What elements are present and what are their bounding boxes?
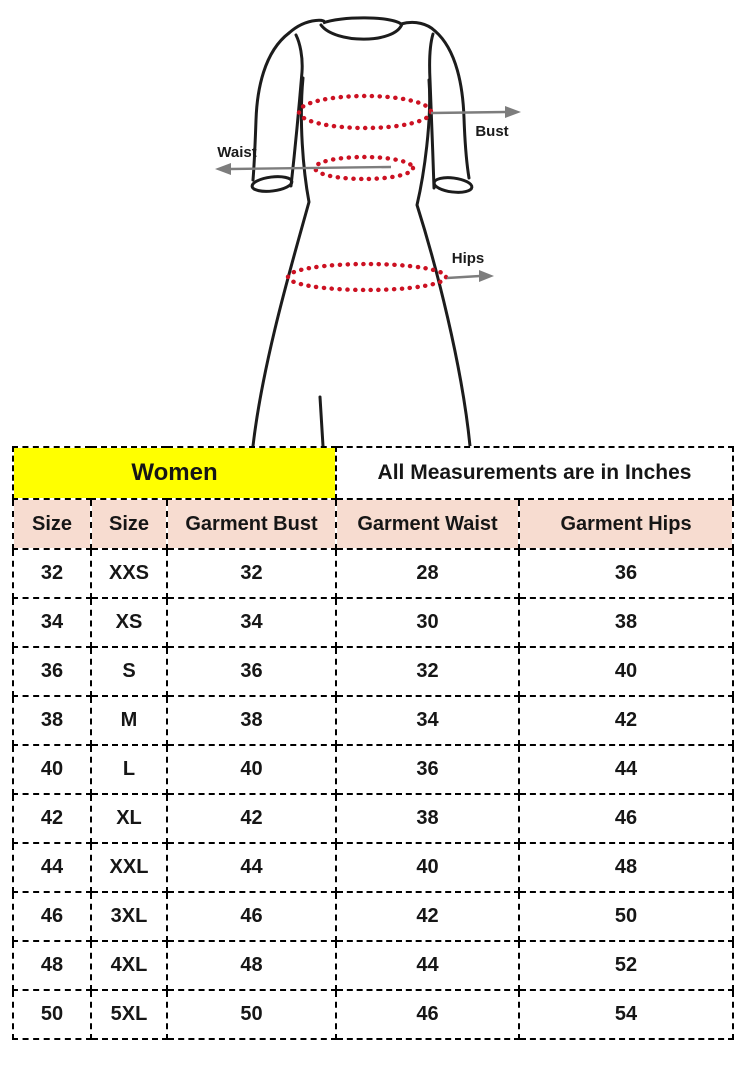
table-row <box>13 696 733 745</box>
size-chart-table <box>12 446 734 1040</box>
cell-size-alpha: 3XL <box>91 892 167 941</box>
cell-garment-bust: 34 <box>167 598 336 647</box>
cell-garment-waist: 46 <box>336 990 519 1039</box>
cell-size-alpha: S <box>91 647 167 696</box>
dress-diagram-svg <box>0 0 746 446</box>
cell-garment-hips: 40 <box>519 647 733 696</box>
table-body <box>13 549 733 1039</box>
cell-garment-hips: 52 <box>519 941 733 990</box>
bust-measure-ellipse <box>299 96 431 128</box>
cell-garment-hips: 48 <box>519 843 733 892</box>
cell-garment-hips: 46 <box>519 794 733 843</box>
cell-size-alpha: 4XL <box>91 941 167 990</box>
cell-garment-waist: 40 <box>336 843 519 892</box>
cell-size-alpha: L <box>91 745 167 794</box>
cell-garment-bust: 42 <box>167 794 336 843</box>
cell-size-alpha: 5XL <box>91 990 167 1039</box>
table-row <box>13 990 733 1039</box>
cell-size-alpha: XL <box>91 794 167 843</box>
cell-garment-bust: 48 <box>167 941 336 990</box>
group-header-row <box>13 447 733 499</box>
cell-garment-hips: 36 <box>519 549 733 598</box>
column-header-row <box>13 499 733 549</box>
cell-size-numeric: 34 <box>13 598 91 647</box>
table-row <box>13 598 733 647</box>
cell-size-numeric: 36 <box>13 647 91 696</box>
cell-garment-waist: 36 <box>336 745 519 794</box>
table-row <box>13 892 733 941</box>
cell-size-numeric: 32 <box>13 549 91 598</box>
cell-size-numeric: 44 <box>13 843 91 892</box>
table-group-header <box>13 447 733 549</box>
cell-garment-waist: 42 <box>336 892 519 941</box>
col-header-size-numeric: Size <box>13 499 91 549</box>
table-row <box>13 549 733 598</box>
cell-garment-waist: 44 <box>336 941 519 990</box>
cell-garment-waist: 32 <box>336 647 519 696</box>
cell-garment-hips: 38 <box>519 598 733 647</box>
table-row <box>13 647 733 696</box>
cell-garment-bust: 32 <box>167 549 336 598</box>
waist-label: Waist <box>217 144 257 161</box>
cell-garment-bust: 46 <box>167 892 336 941</box>
cell-garment-bust: 44 <box>167 843 336 892</box>
bust-arrow <box>431 106 521 118</box>
cell-garment-bust: 50 <box>167 990 336 1039</box>
hips-measure-ellipse <box>288 264 446 290</box>
col-header-garment-bust: Garment Bust <box>167 499 336 549</box>
cell-garment-hips: 54 <box>519 990 733 1039</box>
col-header-size-alpha: Size <box>91 499 167 549</box>
cell-garment-bust: 36 <box>167 647 336 696</box>
cell-garment-waist: 38 <box>336 794 519 843</box>
cell-garment-waist: 28 <box>336 549 519 598</box>
women-group-header: Women <box>13 447 336 499</box>
cell-size-numeric: 42 <box>13 794 91 843</box>
cell-garment-hips: 50 <box>519 892 733 941</box>
cell-size-numeric: 48 <box>13 941 91 990</box>
table-row <box>13 941 733 990</box>
cell-size-alpha: XS <box>91 598 167 647</box>
dress-outline <box>251 18 472 446</box>
cell-garment-waist: 34 <box>336 696 519 745</box>
table-row <box>13 794 733 843</box>
cell-garment-hips: 44 <box>519 745 733 794</box>
col-header-garment-waist: Garment Waist <box>336 499 519 549</box>
table-row <box>13 745 733 794</box>
col-header-garment-hips: Garment Hips <box>519 499 733 549</box>
bust-label: Bust <box>475 123 509 140</box>
hips-arrow <box>447 270 494 282</box>
cell-size-numeric: 40 <box>13 745 91 794</box>
cell-size-alpha: M <box>91 696 167 745</box>
cell-garment-bust: 38 <box>167 696 336 745</box>
cell-size-numeric: 38 <box>13 696 91 745</box>
cell-size-numeric: 46 <box>13 892 91 941</box>
cell-garment-hips: 42 <box>519 696 733 745</box>
cell-garment-waist: 30 <box>336 598 519 647</box>
cell-size-numeric: 50 <box>13 990 91 1039</box>
cell-garment-bust: 40 <box>167 745 336 794</box>
hips-label: Hips <box>451 250 485 267</box>
dress-diagram <box>0 0 746 446</box>
cell-size-alpha: XXS <box>91 549 167 598</box>
table-row <box>13 843 733 892</box>
cell-size-alpha: XXL <box>91 843 167 892</box>
units-note: All Measurements are in Inches <box>336 447 733 499</box>
